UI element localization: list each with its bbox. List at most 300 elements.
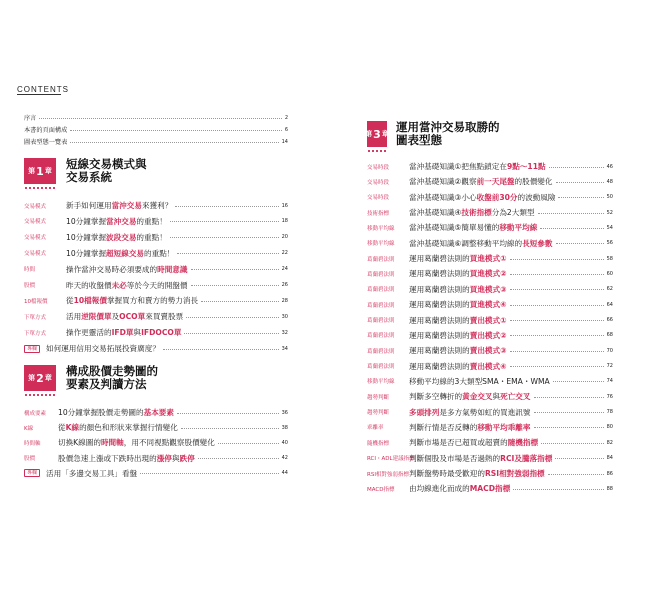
toc-category-tag: 移動平均線 (367, 379, 395, 386)
toc-category-tag: 股價 (24, 283, 36, 289)
leader-dots (534, 426, 604, 428)
toc-entry-title (409, 468, 545, 479)
toc-page-number: 48 (606, 178, 613, 185)
toc-entry-title (409, 253, 507, 264)
toc-category-tag: 時間軸 (24, 440, 41, 447)
toc-entry-title (66, 248, 174, 259)
toc-page-number: 52 (606, 209, 613, 216)
title-text: 來買賣股票 (145, 312, 184, 322)
toc-entry-title (409, 207, 535, 218)
title-text: 的顏色和形狀來掌握行情變化 (79, 423, 178, 433)
toc-category-tag: 專欄 (24, 469, 40, 477)
title-text: 當沖基礎知識⑥調整移動平均線的 (409, 238, 523, 248)
toc-page-number: 18 (281, 218, 288, 225)
toc-entry[interactable] (24, 327, 288, 338)
toc-entry[interactable] (24, 232, 288, 243)
toc-entry[interactable] (367, 453, 613, 464)
toc-entry[interactable] (24, 264, 288, 275)
toc-entry[interactable] (367, 407, 613, 418)
toc-entry-title (409, 330, 507, 341)
toc-entry-title (409, 391, 531, 402)
highlight-text: 長短參數 (522, 238, 553, 248)
badge-number: 2 (36, 371, 44, 385)
toc-page-number: 56 (606, 240, 613, 247)
toc-entry-title (409, 437, 538, 448)
toc-page-number: 14 (281, 138, 288, 145)
leader-dots (191, 284, 279, 286)
chapter-title-line: 要素及判讀方法 (66, 377, 147, 391)
leader-dots (70, 129, 282, 131)
toc-category-tag: 下單方式 (24, 314, 47, 321)
highlight-text: 未必 (111, 280, 127, 290)
toc-entry[interactable] (367, 483, 613, 494)
toc-entry-title (409, 222, 537, 233)
toc-entry[interactable] (367, 391, 613, 402)
toc-entry-title (46, 468, 137, 479)
title-text: 的股價變化 (514, 177, 553, 187)
title-text: 昨天的收盤價 (66, 280, 112, 290)
highlight-text: 賣出模式③ (469, 346, 507, 356)
toc-page-number: 28 (281, 297, 288, 304)
toc-entry-title (66, 280, 188, 291)
toc-entry-title (409, 345, 507, 356)
title-text: 移動平均線的3大類型SMA・EMA・WMA (409, 376, 550, 386)
leader-dots (534, 396, 604, 398)
toc-entry[interactable] (24, 200, 288, 211)
contents-heading: CONTENTS (17, 85, 69, 94)
toc-page-number: 76 (606, 393, 613, 400)
toc-category-tag: RCI・ADL建議指標 (367, 456, 415, 463)
title-text: 運用葛蘭碧法則的 (409, 254, 470, 264)
title-text: 從 (58, 423, 66, 433)
toc-entry-title (409, 315, 507, 326)
toc-entry[interactable] (367, 422, 613, 433)
title-text: 從 (66, 296, 74, 306)
toc-entry[interactable] (367, 468, 613, 479)
title-text: 運用葛蘭碧法則的 (409, 284, 470, 294)
toc-page-number: 44 (281, 470, 288, 477)
highlight-text: 黃金交叉 (462, 392, 493, 402)
toc-entry[interactable] (367, 222, 613, 233)
title-text: 活用 (66, 312, 82, 322)
title-text: 運用葛蘭碧法則的 (409, 300, 470, 310)
toc-entry-title (409, 422, 531, 433)
toc-page-number: 30 (281, 313, 288, 320)
toc-entry[interactable] (367, 361, 613, 372)
leader-dots (513, 488, 603, 490)
leader-dots (540, 227, 603, 229)
highlight-text: 10檔報價 (73, 296, 107, 306)
leader-dots (548, 473, 604, 475)
toc-title: 序言 (24, 115, 37, 122)
leader-dots (510, 365, 604, 367)
toc-page-number: 80 (606, 424, 613, 431)
title-text: 10分鐘掌握 (66, 232, 107, 242)
toc-entry-title (58, 437, 215, 448)
toc-page-number: 82 (606, 439, 613, 446)
title-text: 判斷市場是否已超買或超賣的 (409, 438, 508, 448)
toc-page-number: 84 (606, 455, 613, 462)
toc-entry-title (409, 407, 531, 418)
toc-category-tag: 10檔報價 (24, 298, 48, 305)
toc-entry[interactable] (367, 268, 613, 279)
toc-category-tag: 交易時段 (367, 195, 390, 202)
toc-entry[interactable] (367, 238, 613, 249)
title-text: 操作當沖交易時必須要成的 (66, 264, 158, 274)
toc-category-tag: 專欄 (24, 345, 40, 353)
toc-page-number: 40 (281, 439, 288, 446)
title-text: 如何運用信用交易拓展投資廣度？ (46, 344, 160, 354)
badge-prefix: 第 (28, 167, 36, 175)
title-text: 股價急速上漲或下跌時出現的 (58, 453, 157, 463)
title-text: 新手如何運用 (66, 201, 112, 210)
toc-category-tag: K線 (24, 425, 34, 432)
chapter-3-title (396, 121, 500, 147)
toc-page-number: 58 (606, 255, 613, 262)
toc-entry[interactable] (367, 161, 613, 172)
badge-suffix: 章 (381, 130, 389, 138)
chapter-title-line: 構成股價走勢圖的 (66, 364, 158, 378)
leader-dots (39, 117, 281, 119)
toc-category-tag: 葛蘭碧法則 (367, 302, 395, 309)
toc-category-tag: 交易時段 (367, 179, 390, 186)
toc-category-tag: 葛蘭碧法則 (367, 364, 395, 371)
toc-entry-title (66, 327, 181, 338)
toc-category-tag: 葛蘭碧法則 (367, 348, 395, 355)
title-text: 判斷個股及市場是否過熱的 (409, 453, 501, 463)
highlight-text: 買進模式④ (469, 300, 507, 310)
toc-page-number: 6 (284, 126, 288, 133)
toc-entry-title (66, 295, 198, 306)
title-text: 與 (133, 328, 142, 338)
leader-dots (558, 196, 603, 198)
badge-suffix: 章 (44, 167, 52, 175)
toc-entry-title (409, 192, 555, 203)
toc-category-tag: 隨機指標 (367, 440, 390, 447)
toc-entry[interactable] (367, 299, 613, 310)
chapter-title-line: 交易系統 (66, 170, 112, 184)
badge-prefix: 第 (365, 130, 373, 138)
highlight-text: 收盤前30分 (476, 192, 518, 202)
toc-entry[interactable] (367, 345, 613, 356)
leader-dots (534, 411, 604, 413)
title-text: 運用葛蘭碧法則的 (409, 330, 470, 340)
title-text: 掌握買方和賣方的勢力消長 (106, 296, 199, 306)
toc-entry[interactable] (367, 284, 613, 295)
title-text: 當沖基礎知識①把焦點鎖定在 (409, 162, 507, 171)
toc-category-tag: 葛蘭碧法則 (367, 333, 395, 340)
highlight-text: 買進模式③ (469, 284, 507, 294)
chapter-2-badge (24, 365, 56, 391)
title-text: ，用不同視點觀察股價變化 (123, 438, 215, 448)
title-text: 的重點！ (136, 216, 167, 226)
toc-category-tag: 移動平均線 (367, 225, 395, 232)
chapter-2-title (66, 365, 158, 391)
toc-entry-title (58, 422, 178, 433)
toc-page-number: 66 (606, 317, 613, 323)
leader-dots (170, 220, 279, 222)
toc-row-front-0[interactable] (24, 112, 288, 123)
leader-dots (510, 319, 604, 321)
title-text: 來獲利？ (141, 201, 173, 210)
toc-category-tag: 葛蘭碧法則 (367, 287, 395, 294)
leader-dots (181, 427, 279, 429)
title-text: 分為2大類型 (491, 208, 535, 218)
toc-title: 圖表型態一覽表 (24, 139, 68, 146)
highlight-text: 前一天尾盤 (476, 177, 515, 187)
toc-entry[interactable] (367, 176, 613, 187)
toc-entry[interactable] (24, 422, 288, 433)
title-text: 當沖基礎知識③小心 (409, 192, 477, 202)
toc-entry[interactable] (24, 311, 288, 322)
leader-dots (177, 252, 278, 254)
title-text: 當沖基礎知識⑤簡單易懂的 (409, 223, 500, 233)
leader-dots (556, 181, 604, 183)
leader-dots (184, 332, 278, 334)
toc-entry-title (46, 343, 160, 354)
toc-entry-title (66, 264, 188, 275)
highlight-text: K線 (65, 423, 80, 433)
highlight-text: 逆限價單 (81, 312, 112, 322)
toc-page-number: 74 (606, 378, 613, 385)
toc-page-number: 70 (606, 347, 613, 354)
chapter-2-dots (24, 393, 56, 397)
leader-dots (510, 350, 604, 352)
toc-entry-title (66, 216, 167, 227)
title-text: 活用「多邊交易工具」看盤 (46, 468, 138, 478)
highlight-text: 當沖交易 (106, 216, 137, 226)
title-text: 與 (492, 392, 501, 402)
toc-page-number: 88 (606, 485, 613, 492)
leader-dots (541, 442, 604, 444)
toc-page-number: 78 (606, 409, 613, 416)
chapter-title-line: 短線交易模式與 (66, 157, 147, 171)
toc-entry[interactable] (24, 407, 288, 418)
toc-page-number: 42 (281, 455, 288, 462)
highlight-text: IFD單 (111, 328, 134, 338)
chapter-1-title (66, 158, 147, 184)
heading-underline (17, 94, 61, 95)
toc-entry-title (409, 176, 553, 187)
chapter-1-dots (24, 186, 56, 190)
leader-dots (553, 380, 604, 382)
title-text: 是多方氣勢如虹的買進訊號 (439, 407, 531, 417)
toc-page-number: 34 (281, 345, 288, 352)
toc-page-number: 68 (606, 332, 613, 339)
toc-entry-title (409, 376, 550, 387)
leader-dots (510, 273, 604, 275)
toc-entry[interactable] (367, 437, 613, 448)
toc-category-tag: 交易時段 (367, 164, 390, 171)
leader-dots (510, 288, 604, 290)
toc-category-tag: MACD指標 (367, 486, 395, 493)
title-text: 操作更靈活的 (66, 328, 112, 338)
leader-dots (177, 412, 279, 414)
title-text: 運用葛蘭碧法則的 (409, 315, 470, 325)
toc-entry[interactable] (367, 207, 613, 218)
title-text: 與 (171, 453, 180, 463)
toc-category-tag: 技術指標 (367, 210, 390, 217)
toc-entry[interactable] (24, 248, 288, 259)
title-text: 10分鐘掌握 (66, 216, 107, 226)
toc-page-number: 36 (281, 409, 288, 416)
toc-entry[interactable] (24, 468, 288, 479)
highlight-text: 死亡交叉 (500, 392, 531, 402)
title-text: 當沖基礎知識④ (409, 208, 462, 218)
title-text: 10分鐘掌握股價走勢圖的 (58, 408, 144, 417)
toc-page-number: 32 (281, 329, 288, 336)
toc-entry-title (409, 284, 507, 295)
toc-page-number: 2 (284, 114, 288, 121)
chapter-title-line: 圖表型態 (396, 133, 442, 147)
toc-category-tag: 葛蘭碧法則 (367, 318, 395, 324)
toc-category-tag: 交易模式 (24, 203, 47, 210)
toc-entry[interactable] (24, 343, 288, 354)
highlight-text: 賣出模式① (469, 315, 507, 325)
title-text: 10分鐘掌握 (66, 248, 107, 258)
toc-page-number: 50 (606, 194, 613, 201)
leader-dots (186, 316, 278, 318)
title-text: 運用葛蘭碧法則的 (409, 269, 470, 279)
leader-dots (70, 141, 278, 143)
toc-category-tag: 股價 (24, 456, 36, 463)
toc-category-tag: 交易模式 (24, 219, 47, 226)
toc-entry-title (58, 407, 174, 418)
toc-page-number: 24 (281, 266, 288, 273)
toc-category-tag: RSI相對強弱指標 (367, 471, 409, 478)
toc-page-number: 26 (281, 282, 288, 288)
toc-entry-title (409, 238, 553, 249)
highlight-text: MACD指標 (469, 484, 511, 494)
toc-category-tag: 構成要素 (24, 410, 47, 417)
toc-entry[interactable] (24, 453, 288, 464)
title-text: 判斷多空轉折的 (409, 392, 463, 402)
toc-entry[interactable] (367, 376, 613, 387)
toc-entry-title (58, 453, 195, 464)
toc-page-number: 54 (606, 224, 613, 231)
badge-number: 1 (36, 164, 44, 178)
toc-category-tag: 乖離率 (367, 425, 384, 432)
leader-dots (163, 348, 279, 350)
title-text: 當沖基礎知識②觀察 (409, 177, 477, 187)
toc-entry[interactable] (24, 295, 288, 306)
toc-page-number: 38 (281, 424, 288, 431)
toc-entry-title (66, 311, 183, 322)
toc-page-number: 60 (606, 270, 613, 277)
toc-title: 本書的頁面構成 (24, 127, 68, 134)
highlight-text: RCI及騰落指標 (500, 453, 553, 463)
title-text: 等於今天的開盤價 (126, 280, 188, 290)
title-text: 的重點！ (136, 232, 167, 242)
badge-number: 3 (373, 127, 381, 141)
leader-dots (510, 304, 604, 306)
toc-entry[interactable] (24, 216, 288, 227)
badge-prefix: 第 (28, 374, 36, 382)
highlight-text: IFDOCO單 (141, 328, 182, 338)
leader-dots (218, 442, 279, 444)
toc-page-number: 16 (281, 202, 288, 209)
toc-category-tag: 趨勢判斷 (367, 394, 390, 401)
toc-row-front-2[interactable] (24, 136, 288, 147)
toc-entry[interactable] (367, 330, 613, 341)
toc-category-tag: 時間 (24, 267, 36, 274)
badge-suffix: 章 (44, 374, 52, 382)
highlight-text: 移動平均線 (499, 223, 538, 233)
toc-entry[interactable] (367, 315, 613, 326)
highlight-text: 基本要素 (143, 408, 174, 417)
highlight-text: 波段交易 (106, 232, 137, 242)
highlight-text: RSI相對強弱指標 (484, 469, 545, 478)
highlight-text: 9點～11點 (506, 162, 546, 171)
leader-dots (198, 457, 279, 459)
highlight-text: 賣出模式② (469, 330, 507, 340)
leader-dots (555, 457, 603, 459)
title-text: 運用葛蘭碧法則的 (409, 361, 470, 371)
title-text: 判斷盤勢時最受歡迎的 (409, 469, 485, 478)
toc-category-tag: 下單方式 (24, 330, 47, 337)
toc-page-number: 62 (606, 286, 613, 293)
toc-row-front-1[interactable] (24, 124, 288, 135)
toc-page-number: 46 (606, 163, 613, 170)
highlight-text: 移動平均乖離率 (477, 422, 531, 432)
highlight-text: 當沖交易 (111, 201, 142, 210)
toc-page-number: 64 (606, 301, 613, 308)
title-text: 由均線進化而成的 (409, 484, 470, 494)
toc-entry-title (409, 483, 510, 494)
leader-dots (510, 334, 604, 336)
chapter-3-badge (367, 121, 387, 147)
highlight-text: 買進模式② (469, 269, 507, 279)
toc-category-tag: 趨勢判斷 (367, 410, 390, 417)
toc-entry[interactable] (367, 192, 613, 203)
leader-dots (510, 258, 604, 260)
toc-entry-title (66, 232, 167, 243)
highlight-text: 跌停 (179, 453, 195, 463)
toc-category-tag: 交易模式 (24, 251, 47, 258)
highlight-text: 時間意識 (157, 264, 188, 274)
toc-entry-title (66, 200, 172, 211)
leader-dots (201, 300, 279, 302)
toc-entry[interactable] (24, 437, 288, 448)
toc-page-number: 86 (606, 470, 613, 477)
highlight-text: 時間軸 (100, 438, 124, 448)
highlight-text: 賣出模式④ (469, 361, 507, 371)
title-text: 判斷行情是否反轉的 (409, 422, 478, 432)
toc-entry-title (409, 361, 507, 372)
title-text: 切換K線圖的 (58, 438, 101, 448)
leader-dots (170, 236, 279, 238)
toc-entry[interactable] (367, 253, 613, 264)
highlight-text: 漲停 (156, 453, 172, 463)
toc-category-tag: 移動平均線 (367, 241, 395, 248)
highlight-text: 技術指標 (461, 208, 492, 218)
highlight-text: OCO單 (119, 312, 146, 322)
chapter-title-line: 運用當沖交易取勝的 (396, 120, 500, 134)
toc-entry-title (409, 268, 507, 279)
toc-entry-title (409, 453, 552, 464)
title-text: 運用葛蘭碧法則的 (409, 346, 470, 356)
leader-dots (538, 212, 604, 214)
highlight-text: 多頭排列 (409, 407, 440, 417)
toc-entry[interactable] (24, 280, 288, 291)
toc-category-tag: 葛蘭碧法則 (367, 256, 395, 263)
title-text: 及 (111, 312, 120, 322)
title-text: 的波動風險 (517, 192, 556, 202)
title-text: 的重點！ (144, 248, 175, 258)
leader-dots (191, 268, 279, 270)
highlight-text: 超短線交易 (106, 248, 145, 258)
toc-page-number: 72 (606, 363, 613, 370)
